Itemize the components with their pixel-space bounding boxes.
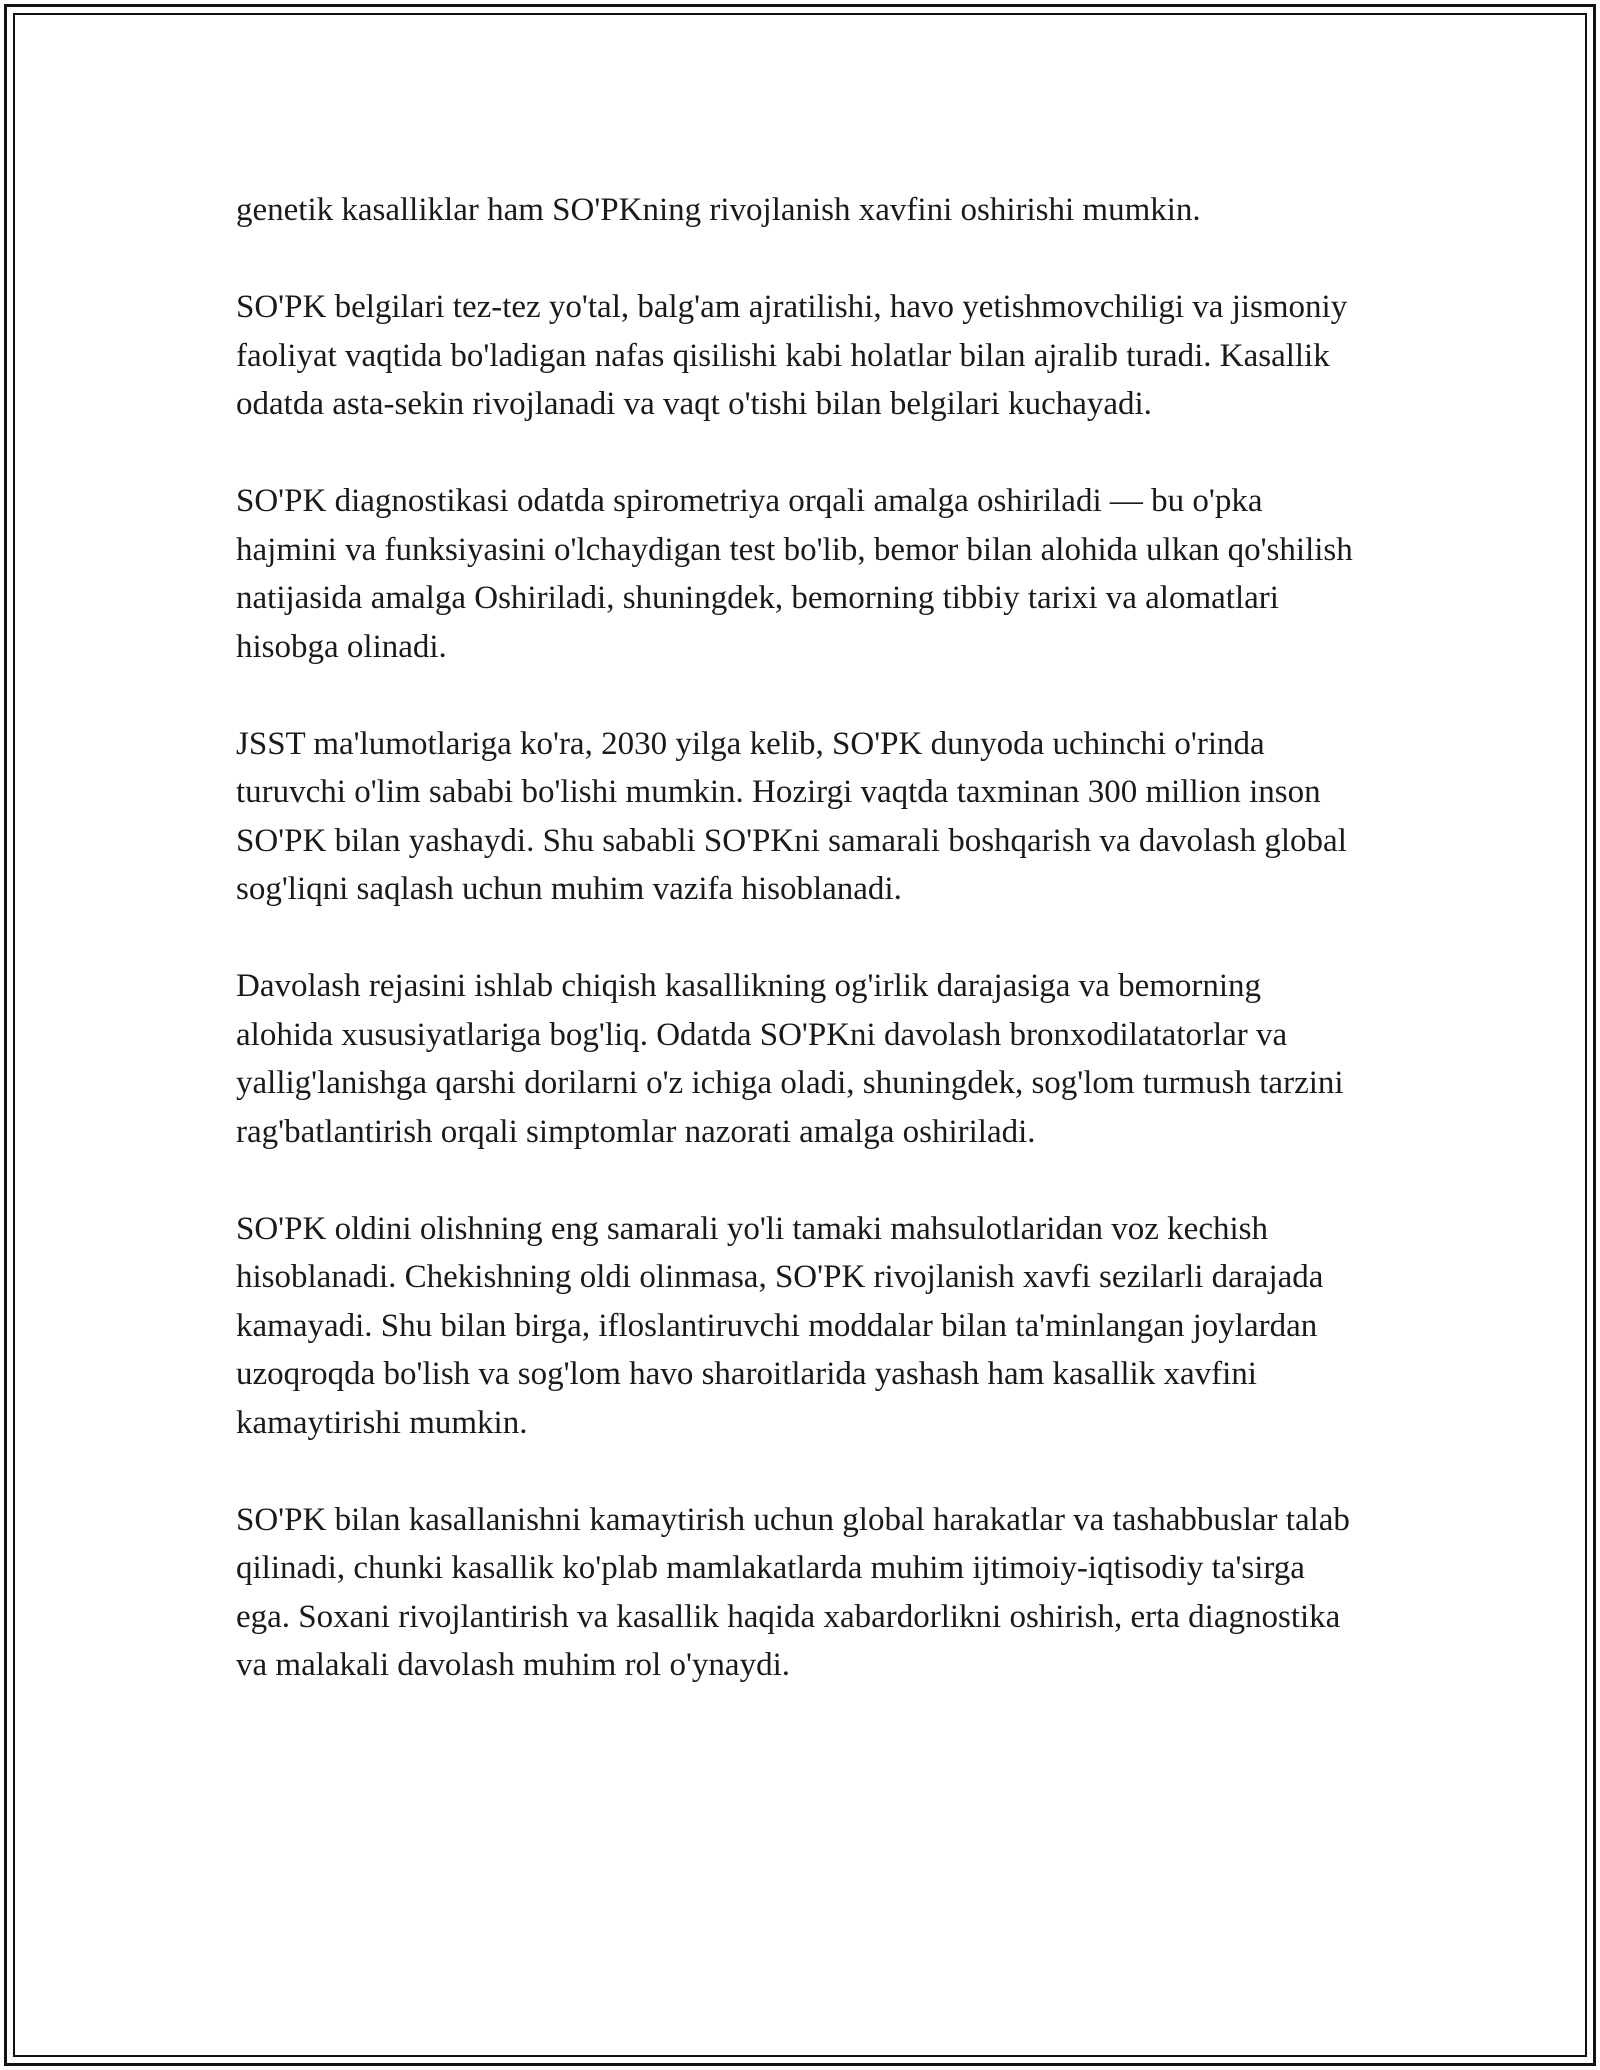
paragraph-genetic-risk: genetik kasalliklar ham SO'PKning rivojlanish xavfini oshirishi mumkin. <box>236 192 1201 228</box>
paragraph-diagnostics: SO'PK diagnostikasi odatda spirometriya orqali amalga oshiriladi — bu o'pka hajmini va funksiyasini o'lchaydigan test bo'lib, bemor bilan alohida ulkan qo'shilish natijasida amalga Oshiriladi, shuningdek, bemorning tibbiy tarixi va alomatlari hisobga olinadi. <box>236 483 1353 665</box>
paragraph-symptoms: SO'PK belgilari tez-tez yo'tal, balg'am ajratilishi, havo yetishmovchiligi va jismoniy faoliyat vaqtida bo'ladigan nafas qisilishi kabi holatlar bilan ajralib turadi. Kasallik odatda asta-sekin rivojlanadi va vaqt o'tishi bilan belgilari kuchayadi. <box>236 289 1348 422</box>
paragraph-who-statistics: JSST ma'lumotlariga ko'ra, 2030 yilga kelib, SO'PK dunyoda uchinchi o'rinda turuvchi o'lim sababi bo'lishi mumkin. Hozirgi vaqtda taxminan 300 million inson SO'PK bilan yashaydi. Shu sababli SO'PKni samarali boshqarish va davolash global sog'liqni saqlash uchun muhim vazifa hisoblanadi. <box>236 725 1347 907</box>
document-body <box>236 186 1366 1738</box>
paragraph-prevention: SO'PK oldini olishning eng samarali yo'li tamaki mahsulotlaridan voz kechish hisoblanadi. Chekishning oldi olinmasa, SO'PK rivojlanish xavfi sezilarli darajada kamayadi. Shu bilan birga, ifloslantiruvchi moddalar bilan ta'minlangan joylardan uzoqroqda bo'lish va sog'lom havo sharoitlarida yashash ham kasallik xavfini kamaytirishi mumkin. <box>236 1210 1324 1441</box>
paragraph-treatment: Davolash rejasini ishlab chiqish kasallikning og'irlik darajasiga va bemorning alohida xususiyatlariga bog'liq. Odatda SO'PKni davolash bronxodilatatorlar va yallig'lanishga qarshi dorilarni o'z ichiga oladi, shuningdek, sog'lom turmush tarzini rag'batlantirish orqali simptomlar nazorati amalga oshiriladi. <box>236 968 1344 1150</box>
paragraph-global-actions: SO'PK bilan kasallanishni kamaytirish uchun global harakatlar va tashabbuslar talab qilinadi, chunki kasallik ko'plab mamlakatlarda muhim ijtimoiy-iqtisodiy ta'sirga ega. Soxani rivojlantirish va kasallik haqida xabardorlikni oshirish, erta diagnostika va malakali davolash muhim rol o'ynaydi. <box>236 1501 1350 1683</box>
